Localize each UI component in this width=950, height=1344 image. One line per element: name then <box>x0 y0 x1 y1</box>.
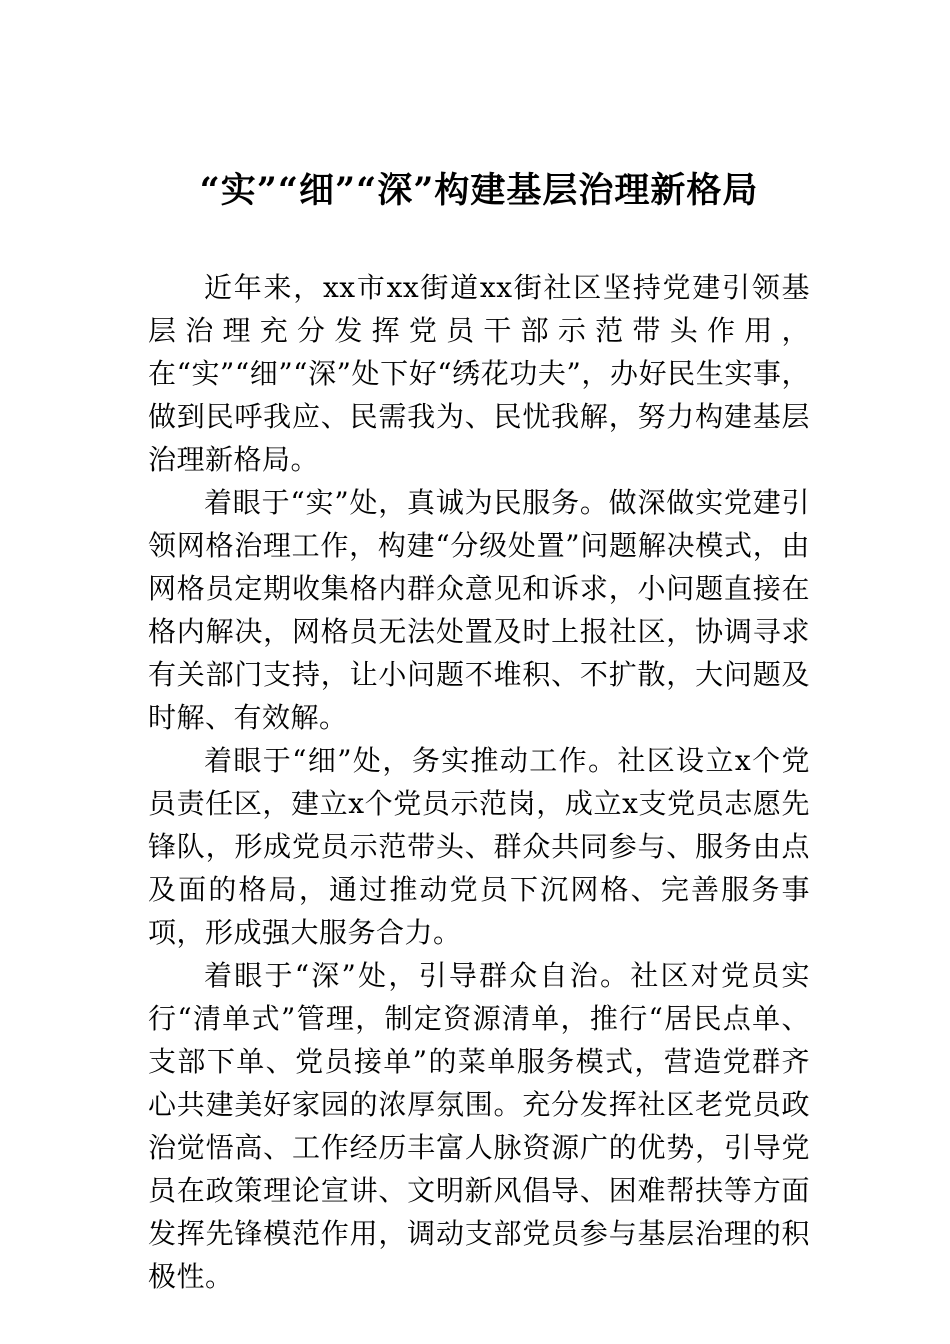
document-body <box>148 266 810 1298</box>
paragraph-xi: 着眼于“细”处，务实推动工作。社区设立x个党员责任区，建立x个党员示范岗，成立x支党员志愿先锋队，形成党员示范带头、群众共同参与、服务由点及面的格局，通过推动党员下沉网格、完善服务事项，形成强大服务合力。 <box>148 743 810 949</box>
paragraph-shen: 着眼于“深”处，引导群众自治。社区对党员实行“清单式”管理，制定资源清单，推行“居民点单、支部下单、党员接单”的菜单服务模式，营造党群齐心共建美好家园的浓厚氛围。充分发挥社区老党员政治觉悟高、工作经历丰富人脉资源广的优势，引导党员在政策理论宣讲、文明新风倡导、困难帮扶等方面发挥先锋模范作用，调动支部党员参与基层治理的积极性。 <box>148 958 810 1293</box>
paragraph-shi: 着眼于“实”处，真诚为民服务。做深做实党建引领网格治理工作，构建“分级处置”问题解决模式，由网格员定期收集格内群众意见和诉求，小问题直接在格内解决，网格员无法处置及时上报社区，协调寻求有关部门支持，让小问题不堆积、不扩散，大问题及时解、有效解。 <box>148 485 810 734</box>
paragraph-intro: 近年来，xx市xx街道xx街社区坚持党建引领基层治理充分发挥党员干部示范带头作用，在“实”“细”“深”处下好“绣花功夫”，办好民生实事，做到民呼我应、民需我为、民忧我解，努力构建基层治理新格局。 <box>148 270 810 476</box>
document-title: “实”“细”“深”构建基层治理新格局 <box>199 170 759 211</box>
